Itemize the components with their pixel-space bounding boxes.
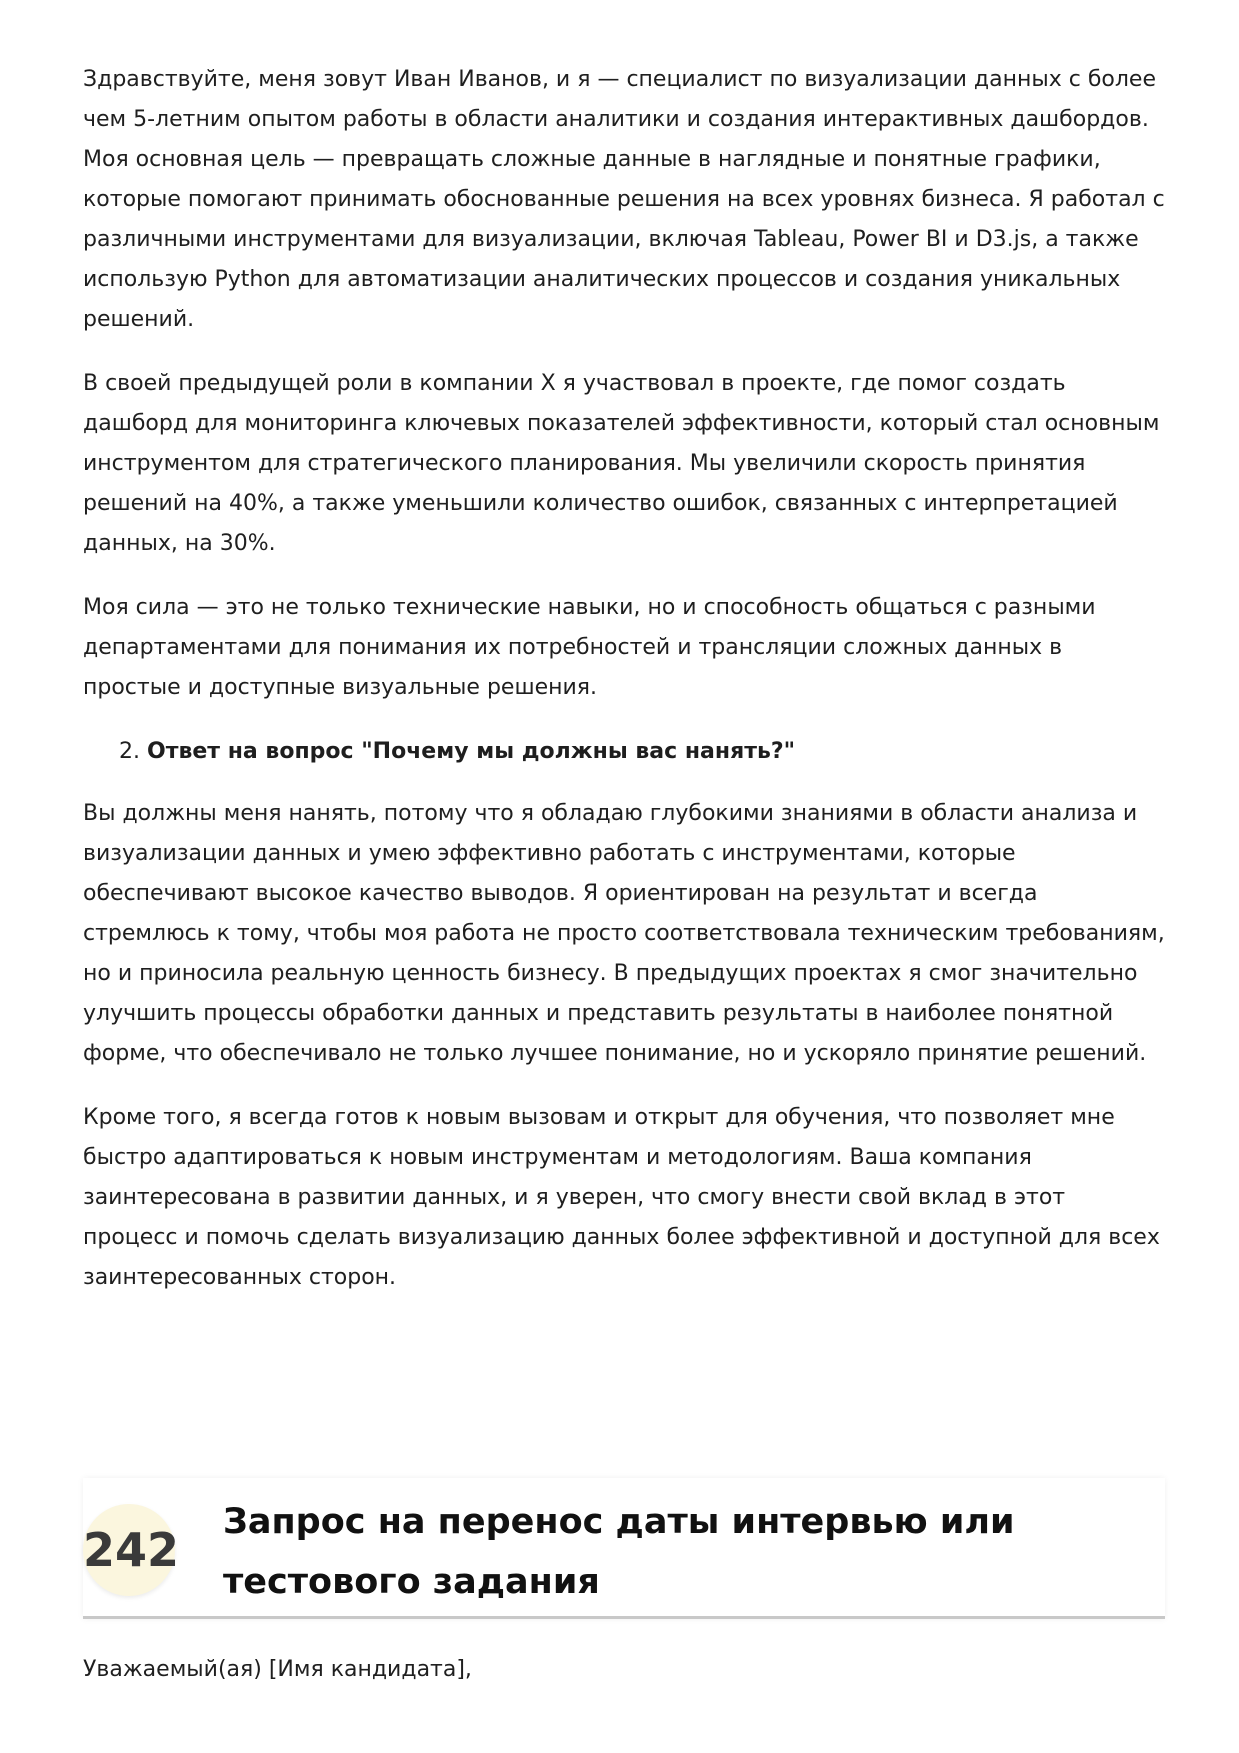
section-title: Запрос на перенос даты интервью или тестового задания [223, 1502, 1015, 1602]
question-text: Ответ на вопрос "Почему мы должны вас нанять?" [147, 739, 796, 764]
paragraph-previous-role: В своей предыдущей роли в компании X я участвовал в проекте, где помог создать дашборд для мониторинга ключевых показателей эффективности, который стал основным инструментом для стратегического планирования. Мы увеличили скорость принятия решений на 40%, а также уменьшили количество ошибок, связанных с интерпретацией данных, на 30%. [83, 371, 1160, 556]
greeting-line: Уважаемый(ая) [Имя кандидата], [83, 1657, 472, 1682]
document-body [83, 60, 1165, 1322]
numbered-question [83, 732, 1165, 772]
section-number-badge: 242 [83, 1504, 175, 1596]
list-number: 2. [119, 739, 140, 764]
paragraph-intro: Здравствуйте, меня зовут Иван Иванов, и я — специалист по визуализации данных с более чем 5-летним опытом работы в области аналитики и создания интерактивных дашбордов. Моя основная цель — превращать сложные данные в наглядные и понятные графики, которые помогают принимать обоснованные решения на всех уровнях бизнеса. Я работал с различными инструментами для визуализации, включая Tableau, Power BI и D3.js, а также использую Python для автоматизации аналитических процессов и создания уникальных решений. [83, 67, 1165, 332]
paragraph-why-hire: Вы должны меня нанять, потому что я обладаю глубокими знаниями в области анализа и визуализации данных и умею эффективно работать с инструментами, которые обеспечивают высокое качество выводов. Я ориентирован на результат и всегда стремлюсь к тому, чтобы моя работа не просто соответствовала техническим требованиям, но и приносила реальную ценность бизнесу. В предыдущих проектах я смог значительно улучшить процессы обработки данных и представить результаты в наиболее понятной форме, что обеспечивало не только лучшее понимание, но и ускоряло принятие решений. [83, 801, 1165, 1066]
section-header [83, 1478, 1165, 1618]
paragraph-additionally: Кроме того, я всегда готов к новым вызовам и открыт для обучения, что позволяет мне быстро адаптироваться к новым инструментам и методологиям. Ваша компания заинтересована в развитии данных, и я уверен, что смогу внести свой вклад в этот процесс и помочь сделать визуализацию данных более эффективной и доступной для всех заинтересованных сторон. [83, 1105, 1160, 1290]
paragraph-strength: Моя сила — это не только технические навыки, но и способность общаться с разными департаментами для понимания их потребностей и трансляции сложных данных в простые и доступные визуальные решения. [83, 595, 1096, 700]
